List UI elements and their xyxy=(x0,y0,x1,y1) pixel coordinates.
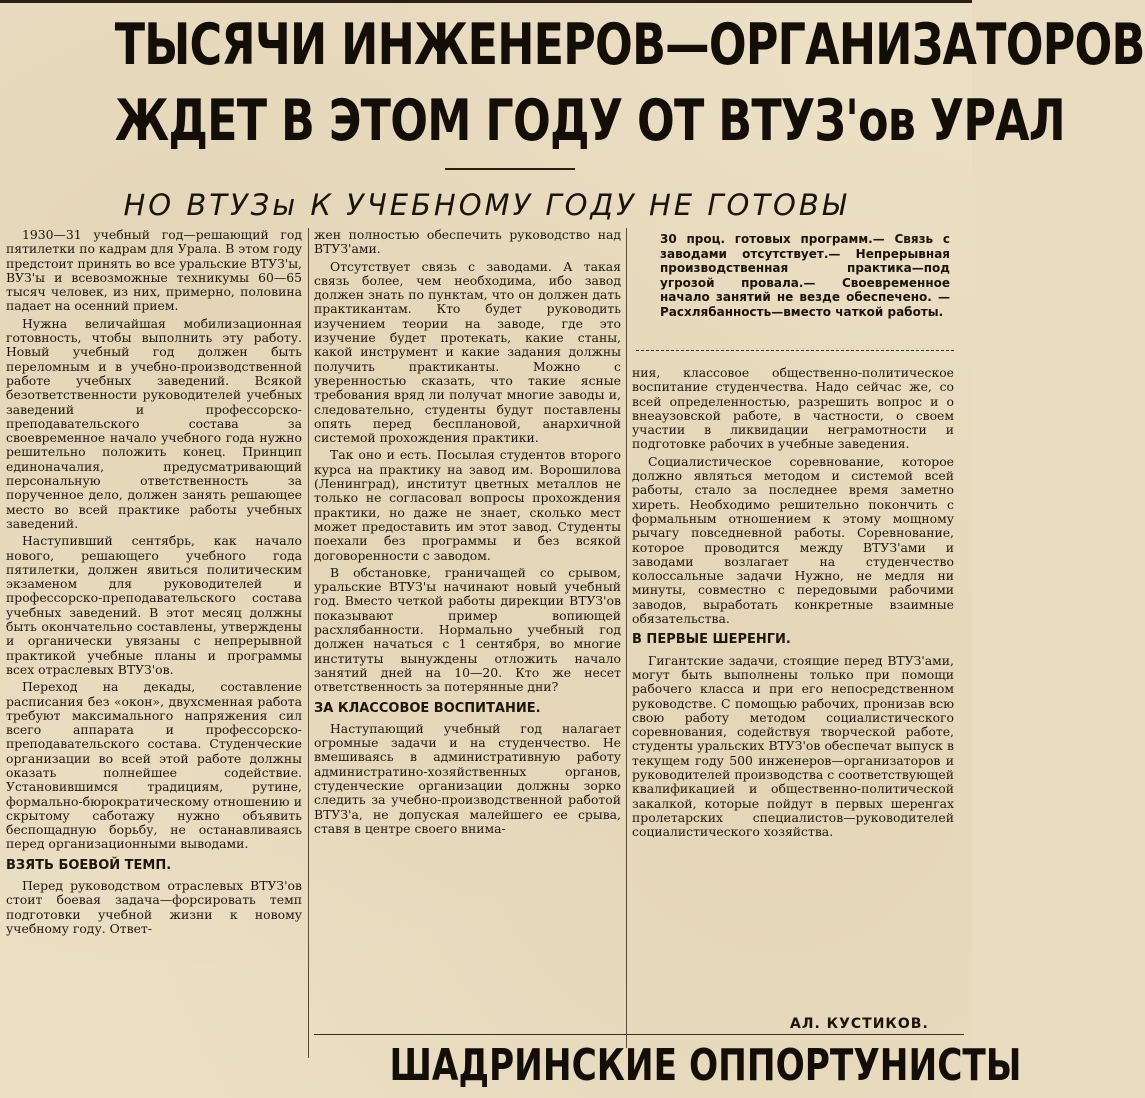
headline-line-2: ЖДЕТ В ЭТОМ ГОДУ ОТ ВТУЗ'ов УРАЛ xyxy=(114,88,1065,154)
paragraph: Гигантские задачи, стоящие перед ВТУЗ'ами, могут быть выполнены только при помощи рабочего класса и при его непосредственном руководстве. С помощью рабочих, пронизав всю свою работу методом социалистического соревнования, содействуя творческой работе, студенты уральских ВТУЗ'ов обеспечат выпуск в текущем году 500 инженеров—организаторов и руководителей производства с соответствующей квалификацией и общественно-политической закалкой, которые пойдут в первых шеренгах пролетарских специалистов—руководителей социалистического хозяйства. xyxy=(632,652,954,840)
paragraph: жен полностью обеспечить руководство над ВТУЗ'ами. xyxy=(314,227,621,257)
article-column-2 xyxy=(314,228,621,839)
column-divider-2 xyxy=(626,228,627,1048)
paragraph: Так оно и есть. Посылая студентов второго курса на практику на завод им. Ворошилова (Ленинград), институт цветных металлов не только не согласовал вопросы прохождения практики, но даже не знает, сколько мест может предоставить им этот завод. Студенты поехали без программы и без всякой договоренности с заводом. xyxy=(314,447,621,563)
bottom-headline: ШАДРИНСКИЕ ОППОРТУНИСТЫ xyxy=(389,1040,1022,1091)
paragraph: Отсутствует связь с заводами. А такая связь более, чем необходима, ибо завод должен знать по пунктам, что он должен дать практикантам. Кто будет руководить изучением теории на заводе, где это изучение будет протекать, какие станы, какой инструмент и какие задания должны получить практиканты. Можно с уверенностью сказать, что такие ясные требования вряд ли получат многие заводы и, следовательно, студенты будут поставлены опять перед бесплановой, анархичной системой прохождения практики. xyxy=(314,258,621,446)
paragraph: В обстановке, граничащей со срывом, уральские ВТУЗ'ы начинают новый учебный год. Вместо четкой работы дирекции ВТУЗ'ов показывают пример вопиющей расхлябанности. Нормально учебный год должен начаться с 1 сентября, во многие институты вынуждены отложить начало занятий дней на 10—20. Кто же несет ответственность за потерянные дни? xyxy=(314,564,621,695)
paragraph: Социалистическое соревнование, которое должно являться методом и системой всей работы, стало за последнее время заметно хиреть. Необходимо решительно покончить с формальным отношением к этому мощному рычагу повседневной работы. Соревнование, которое проводится между ВТУЗ'ами и заводами возлагает на студенчество колоссальные задачи Нужно, не медля ни минуты, совместно с передовыми рабочими заводов, выработать конкретные взаимные обязательства. xyxy=(632,453,954,627)
paragraph: 1930—31 учебный год—решающий год пятилетки по кадрам для Урала. В этом году предстоит принять во все уральские ВТУЗ'ы, ВУЗ'ы и всевозможные техникумы 60—65 тысяч человек, из них, примерно, половина падает на осенний прием. xyxy=(6,227,302,314)
summary-box-rule xyxy=(636,350,954,351)
headline-line-1: ТЫСЯЧИ ИНЖЕНЕРОВ—ОРГАНИЗАТОРОВ xyxy=(114,12,1145,78)
paragraph: Нужна величайшая мобилизационная готовность, чтобы выполнить эту работу. Новый учебный год должен быть переломным и в учебно-производственной работе учебных заведений. Всякой безответственности руководителей учебных заведений и профессорско-преподавательского состава за своевременное начало учебного года нужно решительно положить конец. Принцип единоначалия, предусматривающий персональную ответственность за порученное дело, должен занять решающее место во всей практике работы учебных заведений. xyxy=(6,315,302,531)
headline-divider xyxy=(445,168,575,170)
section-heading: ВЗЯТЬ БОЕВОЙ ТЕМП. xyxy=(6,857,172,873)
summary-box: 30 проц. готовых программ.— Связь с заводами отсутствует.— Непрерывная производственная практика—под угрозой провала.— Своевременное начало занятий не везде обеспечено. — Расхлябанность—вместо чаткой работы. xyxy=(660,232,950,319)
paragraph: Наступающий учебный год налагает огромные задачи и на студенчество. Не вмешиваясь в административную работу администратино-хозяйственных органов, студенческие организации должны зорко следить за учебно-производственной работой ВТУЗ'а, не допуская малейшего ее срыва, ставя в центре своего внима- xyxy=(314,720,621,836)
article-column-3 xyxy=(632,366,954,843)
top-border xyxy=(0,0,972,8)
paragraph: Перед руководством отраслевых ВТУЗ'ов стоит боевая задача—форсировать темп подготовки учебной жизни к новому учебному году. Ответ- xyxy=(6,878,302,936)
paragraph: Наступивший сентябрь, как начало нового, решающего учебного года пятилетки, должен явиться политическим экзаменом для руководителей и профессорско-преподавательского состава учебных заведений. В этот месяц должны быть окончательно составлены, утверждены и органически увязаны с непрерывной практикой учебные планы и программы всех отраслевых ВТУЗ'ов. xyxy=(6,533,302,677)
paragraph: Переход на декады, составление расписания без «окон», двухсменная работа требуют максимального напряжения сил всего аппарата и профессорско-преподавательского состава. Студенческие организации во всей этой работе должны оказать полнейшее содействие. Установившимся традициям, рутине, формально-бюрократическому отношению и скрытому саботажу нужно объявить беспощадную борьбу, не останавливаясь перед организационными выводами. xyxy=(6,679,302,852)
section-heading: В ПЕРВЫЕ ШЕРЕНГИ. xyxy=(632,632,791,648)
subheadline: НО ВТУЗы К УЧЕБНОМУ ГОДУ НЕ ГОТОВЫ xyxy=(123,188,849,222)
column-divider-1 xyxy=(308,228,309,1058)
bottom-rule xyxy=(314,1034,964,1035)
paragraph: ния, классовое общественно-политическое воспитание студенчества. Надо сейчас же, со всей определенностью, разрешить вопрос и о внеаузовской работе, в частности, о своем участии в ликвидации неграмотности и подготовке рабочих в учебные заведения. xyxy=(632,365,954,452)
author-signature: АЛ. КУСТИКОВ. xyxy=(790,1016,929,1032)
section-heading: ЗА КЛАССОВОЕ ВОСПИТАНИЕ. xyxy=(314,700,541,716)
article-column-1 xyxy=(6,228,302,939)
